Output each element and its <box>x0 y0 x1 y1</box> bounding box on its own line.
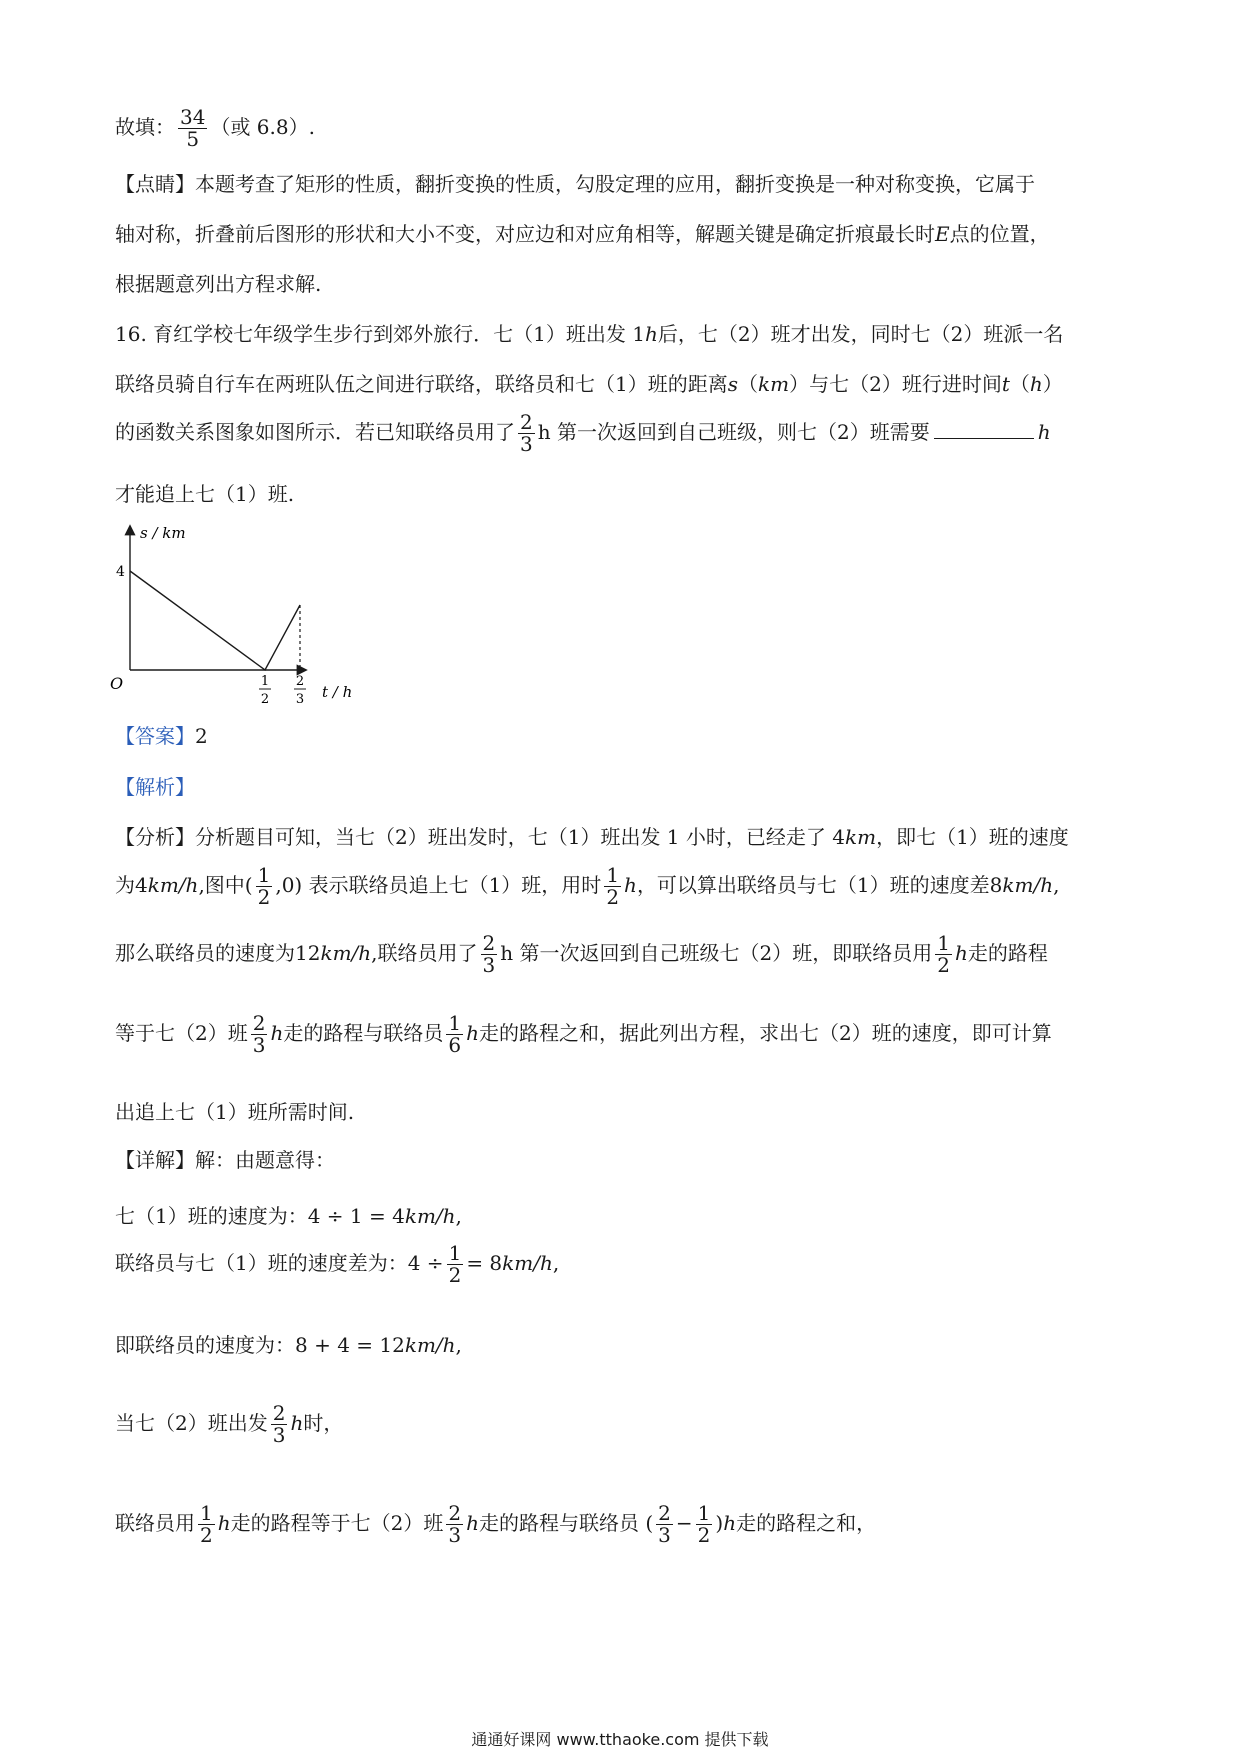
line-dianjing-2: 轴对称，折叠前后图形的形状和大小不变，对应边和对应角相等，解题关键是确定折痕最长时E点的位置， <box>115 222 1050 246</box>
analysis-line-2: 为4km/h,图中( $\frac{1}{2}$ ,0) 表示联络员追上七（1）班，用时 $\frac{1}{2}$ h，可以算出联络员与七（1）班的速度差8km/h, <box>115 863 1060 909</box>
line-dianjing: 【点睛】本题考查了矩形的性质，翻折变换的性质，勾股定理的应用，翻折变换是一种对称变换，它属于 <box>115 172 1035 196</box>
detail-heading: 【详解】解：由题意得： <box>115 1148 335 1172</box>
x-tick-1-num: 1 <box>260 674 270 689</box>
y-tick-label: 4 <box>116 564 125 580</box>
x-axis-label: t / h <box>322 683 353 701</box>
detail-line-1: 七（1）班的速度为：4 ÷ 1 = 4km/h, <box>115 1204 462 1228</box>
fraction-34-5: $\frac{34}{5}$ <box>180 105 206 151</box>
question-16-line-4: 才能追上七（1）班. <box>115 482 295 506</box>
x-tick-2-den: 3 <box>295 692 305 707</box>
fraction-2-3: $\frac{2}{3}$ <box>658 1501 671 1547</box>
page-footer: 通通好课网 www.tthaoke.com 提供下载 <box>471 1730 769 1749</box>
x-tick-2-num: 2 <box>295 674 305 689</box>
fraction-2-3: $\frac{2}{3}$ <box>272 1401 286 1447</box>
fraction-2-3: $\frac{2}{3}$ <box>520 410 533 456</box>
answer-line: 【答案】2 <box>115 724 208 748</box>
question-16-line-2: 联络员骑自行车在两班队伍之间进行联络，联络员和七（1）班的距离s（km）与七（2）班行进时间t（h） <box>115 372 1063 396</box>
fraction-1-2: $\frac{1}{2}$ <box>937 931 950 977</box>
analysis-line-4: 等于七（2）班 $\frac{2}{3}$ h走的路程与联络员 $\frac{1}{6}$ h走的路程之和，据此列出方程，求出七（2）班的速度，即可计算 <box>115 1011 1052 1057</box>
fraction-1-2: $\frac{1}{2}$ <box>200 1501 213 1547</box>
answer-blank <box>934 418 1034 439</box>
analysis-line-5: 出追上七（1）班所需时间. <box>115 1100 355 1124</box>
analysis-line-1: 【分析】分析题目可知，当七（2）班出发时，七（1）班出发 1 小时，已经走了 4km，即七（1）班的速度 <box>115 825 1069 849</box>
fraction-1-6: $\frac{1}{6}$ <box>448 1011 462 1057</box>
fraction-2-3: $\frac{2}{3}$ <box>482 931 496 977</box>
distance-line <box>130 571 300 670</box>
origin-label: O <box>110 674 124 693</box>
fraction-1-2: $\frac{1}{2}$ <box>448 1241 462 1287</box>
fraction-1-2: $\frac{1}{2}$ <box>606 863 620 909</box>
x-tick-1-den: 2 <box>260 692 270 707</box>
fraction-1-2: $\frac{1}{2}$ <box>697 1501 711 1547</box>
line-fill-answer: 故填： $\frac{34}{5}$ （或 6.8）. <box>115 105 315 151</box>
detail-line-5: 联络员用 $\frac{1}{2}$ h走的路程等于七（2）班 $\frac{2}{3}$ h走的路程与联络员 ( $\frac{2}{3}$ − $\frac{1}{2}$ )h走的路程之和， <box>115 1501 877 1547</box>
fraction-2-3: $\frac{2}{3}$ <box>448 1501 462 1547</box>
analysis-heading: 【解析】 <box>115 775 195 799</box>
question-16-line-3: 的函数关系图象如图所示．若已知联络员用了 $\frac{2}{3}$ h 第一次返回到自己班级，则七（2）班需要 h <box>115 410 1051 456</box>
detail-line-4: 当七（2）班出发 $\frac{2}{3}$ h时， <box>115 1401 344 1447</box>
question-16-line-1: 16. 育红学校七年级学生步行到郊外旅行．七（1）班出发 1h后，七（2）班才出发，同时七（2）班派一名 <box>115 322 1064 346</box>
detail-line-2: 联络员与七（1）班的速度差为：4 ÷ $\frac{1}{2}$ = 8km/h, <box>115 1241 560 1287</box>
line-dianjing-3: 根据题意列出方程求解. <box>115 272 322 296</box>
detail-line-3: 即联络员的速度为：8 + 4 = 12km/h, <box>115 1333 462 1357</box>
fraction-1-2: $\frac{1}{2}$ <box>257 863 271 909</box>
analysis-line-3: 那么联络员的速度为12km/h,联络员用了 $\frac{2}{3}$ h 第一次返回到自己班级七（2）班，即联络员用 $\frac{1}{2}$ h走的路程 <box>115 931 1048 977</box>
y-axis-label: s / km <box>140 524 186 542</box>
fraction-2-3: $\frac{2}{3}$ <box>252 1011 266 1057</box>
distance-time-graph <box>110 515 370 715</box>
